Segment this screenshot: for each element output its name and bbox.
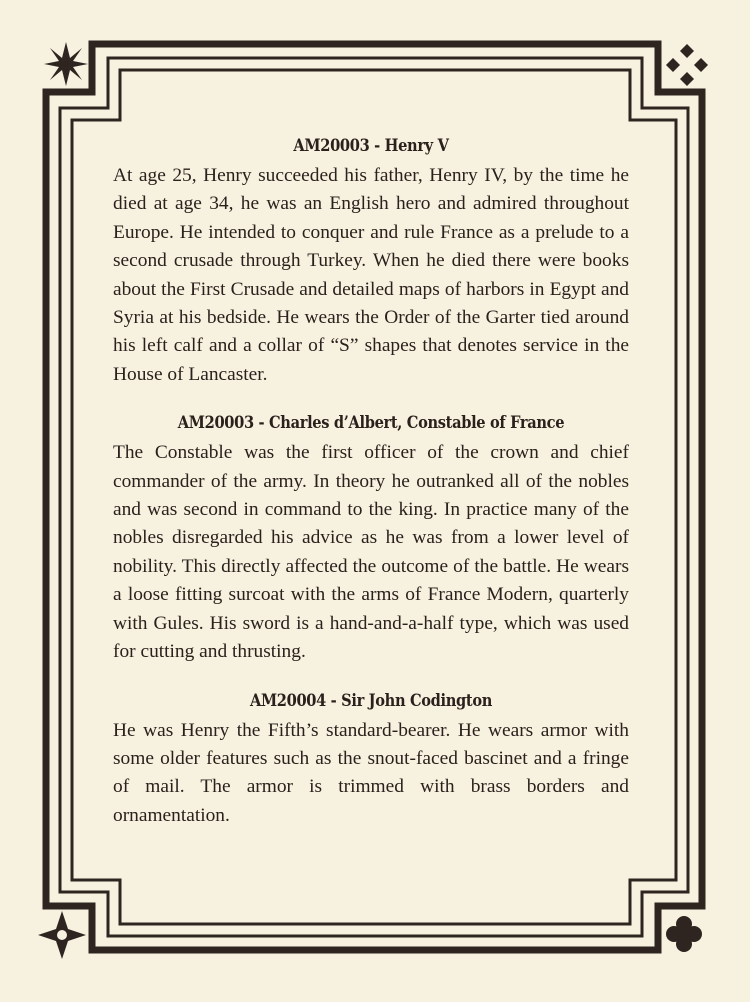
entry-description: The Constable was the first officer of the crown and chief commander of the army. In theory he outranked all of the nobles and was second in command to the king. In practice many of the nobles disregarded his advice as he was from a lower level of nobility. This directly affected the outcome of the battle. He wears a loose fitting surcoat with the arms of France Modern, quarterly with Gules. His sword is a hand-and-a-half type, which was used for cutting and thrusting. xyxy=(113,442,629,663)
entry-description: At age 25, Henry succeeded his father, Henry IV, by the time he died at age 34, he was an English hero and admired throughout Europe. He intended to conquer and rule France as a prelude to a second crusade through Turkey. When he died there were books about the First Crusade and detailed maps of harbors in Egypt and Syria at his bedside. He wears the Order of the Garter tied around his left calf and a collar of “S” shapes that denotes service in the House of Lancaster. xyxy=(113,165,629,385)
entry-sir-john-codington xyxy=(113,689,629,831)
entry-description: He was Henry the Fifth’s standard-bearer. He wears armor with some older features such as the snout-faced bascinet and a fringe of mail. The armor is trimmed with brass borders and ornamentation. xyxy=(113,719,629,826)
diamond-cluster-icon xyxy=(666,44,708,86)
entry-heading: AM20003 - Henry V xyxy=(293,136,449,156)
four-point-star-icon xyxy=(38,911,86,959)
entry-charles-d-albert xyxy=(113,411,629,666)
document-body xyxy=(113,134,629,852)
eight-point-star-icon xyxy=(44,42,88,86)
entry-heading: AM20004 - Sir John Codington xyxy=(249,690,493,711)
entry-heading: AM20003 - Charles d’Albert, Constable of France xyxy=(177,413,565,434)
club-quatrefoil-icon xyxy=(666,916,702,952)
entry-henry-v xyxy=(113,134,629,389)
